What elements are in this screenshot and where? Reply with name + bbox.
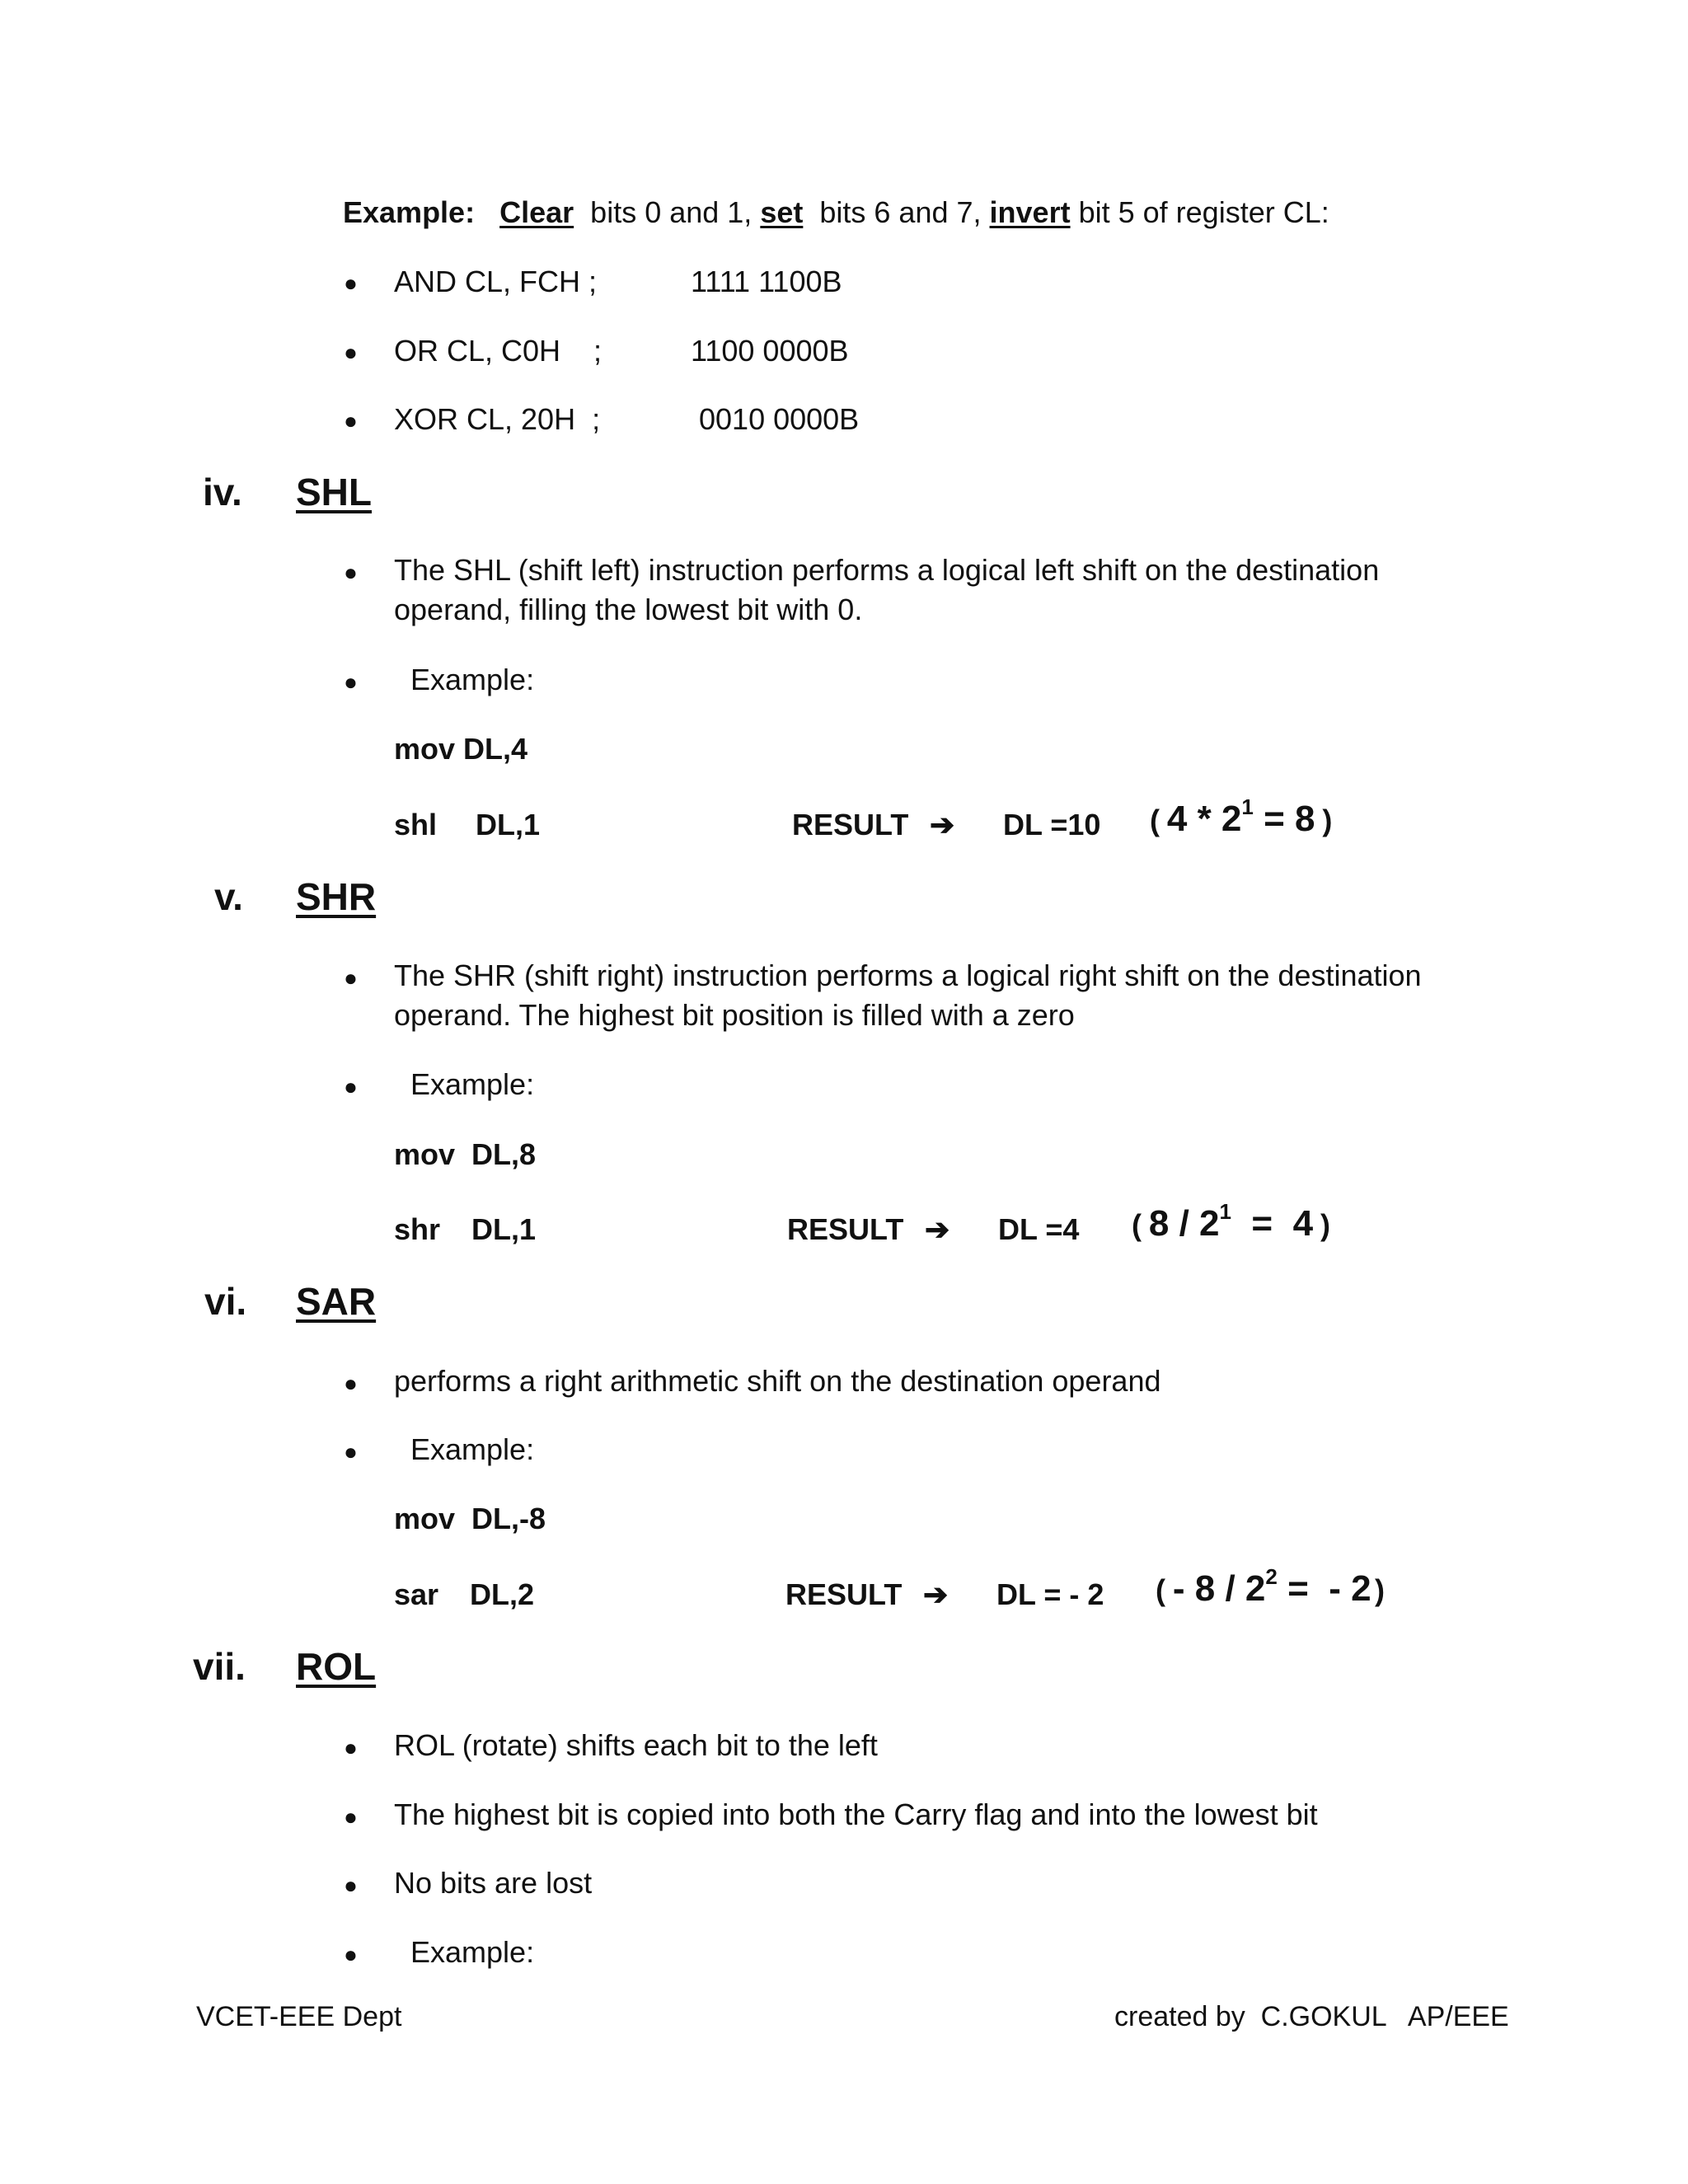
bullet-dot: ● xyxy=(344,669,358,695)
sar-result: DL = - 2 xyxy=(996,1577,1104,1611)
xor-value: 0010 0000B xyxy=(699,402,860,436)
shr-code-mov: mov DL,8 xyxy=(394,1137,537,1171)
example-intro-line xyxy=(343,195,1329,229)
invert-keyword: invert xyxy=(989,195,1071,229)
bullet-dot: ● xyxy=(344,1371,358,1396)
bits-01-text: bits 0 and 1, xyxy=(590,195,753,229)
clear-keyword: Clear xyxy=(499,195,574,229)
and-value: 1111 1100B xyxy=(691,265,842,298)
section-number: vii. xyxy=(193,1645,246,1688)
sar-formula xyxy=(1156,1564,1386,1610)
shr-result: DL =4 xyxy=(998,1212,1080,1246)
rol-bullet-3: No bits are lost xyxy=(394,1866,593,1900)
sar-code-args: DL,2 xyxy=(470,1577,535,1611)
section-number: iv. xyxy=(203,471,242,513)
shl-result-label: RESULT xyxy=(792,808,909,841)
formula-expression: - $8 / 2^2$ = - 2 xyxy=(1172,1564,1372,1609)
section-title-shl: SHL xyxy=(296,471,372,513)
bullet-dot: ● xyxy=(344,340,358,365)
formula-open-paren: ( xyxy=(1150,804,1160,837)
shl-formula xyxy=(1150,794,1333,841)
bullet-dot: ● xyxy=(344,1872,358,1898)
bullet-dot: ● xyxy=(344,1804,358,1830)
formula-open-paren: ( xyxy=(1132,1208,1142,1242)
formula-close-paren: ) xyxy=(1375,1573,1386,1607)
shl-result: DL =10 xyxy=(1003,808,1101,841)
footer-right: created by C.GOKUL AP/EEE xyxy=(1114,2001,1509,2032)
formula-expression: $4 * 2^1 = 8$ xyxy=(1166,794,1315,839)
bullet-dot: ● xyxy=(344,1735,358,1760)
sar-code-mov: mov DL,-8 xyxy=(394,1502,546,1535)
shr-code-args: DL,1 xyxy=(471,1212,537,1246)
section-number: vi. xyxy=(204,1280,247,1323)
rol-bullet-4: Example: xyxy=(410,1935,535,1969)
shl-example-label: Example: xyxy=(410,663,535,696)
or-value: 1100 0000B xyxy=(691,334,849,368)
section-title-sar: SAR xyxy=(296,1280,377,1323)
example-label: Example: xyxy=(343,195,476,229)
bullet-dot: ● xyxy=(344,1942,358,1967)
rol-bullet-2: The highest bit is copied into both the Carry flag and into the lowest bit xyxy=(394,1797,1318,1831)
sar-desc-line1: performs a right arithmetic shift on the destination operand xyxy=(394,1364,1161,1398)
shl-desc-line2: operand, filling the lowest bit with 0. xyxy=(394,593,863,626)
xor-instr: XOR CL, 20H ; xyxy=(394,402,601,436)
shr-desc-line2: operand. The highest bit position is filled with a zero xyxy=(394,998,1075,1032)
shl-desc-line1: The SHL (shift left) instruction performs a logical left shift on the destination xyxy=(394,553,1380,587)
formula-close-paren: ) xyxy=(1322,804,1333,837)
formula-expression: $8 / 2^1 = 4$ xyxy=(1148,1199,1314,1244)
shl-code-mov: mov DL,4 xyxy=(394,732,528,766)
formula-open-paren: ( xyxy=(1156,1573,1165,1607)
arrow-icon: ➔ xyxy=(923,1577,949,1611)
section-title-shr: SHR xyxy=(296,875,377,918)
set-keyword: set xyxy=(760,195,804,229)
bullet-dot: ● xyxy=(344,408,358,434)
bits-67-text: bits 6 and 7, xyxy=(819,195,982,229)
bullet-dot: ● xyxy=(344,560,358,585)
shr-code-op: shr xyxy=(394,1212,441,1246)
register-cl-text: bit 5 of register CL: xyxy=(1078,195,1329,229)
arrow-icon: ➔ xyxy=(930,808,955,841)
sar-code-op: sar xyxy=(394,1577,439,1611)
arrow-icon: ➔ xyxy=(925,1212,950,1246)
shr-desc-line1: The SHR (shift right) instruction performs a logical right shift on the destination xyxy=(394,958,1422,992)
shr-result-label: RESULT xyxy=(787,1212,904,1246)
section-number: v. xyxy=(214,875,243,918)
section-title-rol: ROL xyxy=(296,1645,377,1688)
footer-left: VCET-EEE Dept xyxy=(196,2001,402,2032)
or-instr: OR CL, C0H ; xyxy=(394,334,603,368)
shl-code-op: shl xyxy=(394,808,438,841)
sar-result-label: RESULT xyxy=(785,1577,903,1611)
bullet-dot: ● xyxy=(344,965,358,991)
shr-example-label: Example: xyxy=(410,1067,535,1101)
rol-bullet-1: ROL (rotate) shifts each bit to the left xyxy=(394,1728,878,1762)
and-instr: AND CL, FCH ; xyxy=(394,265,598,298)
sar-example-label: Example: xyxy=(410,1432,535,1466)
shl-code-args: DL,1 xyxy=(476,808,541,841)
bullet-dot: ● xyxy=(344,1439,358,1465)
formula-close-paren: ) xyxy=(1320,1208,1330,1242)
shr-formula xyxy=(1132,1199,1330,1245)
bullet-dot: ● xyxy=(344,1074,358,1099)
bullet-dot: ● xyxy=(344,270,358,296)
